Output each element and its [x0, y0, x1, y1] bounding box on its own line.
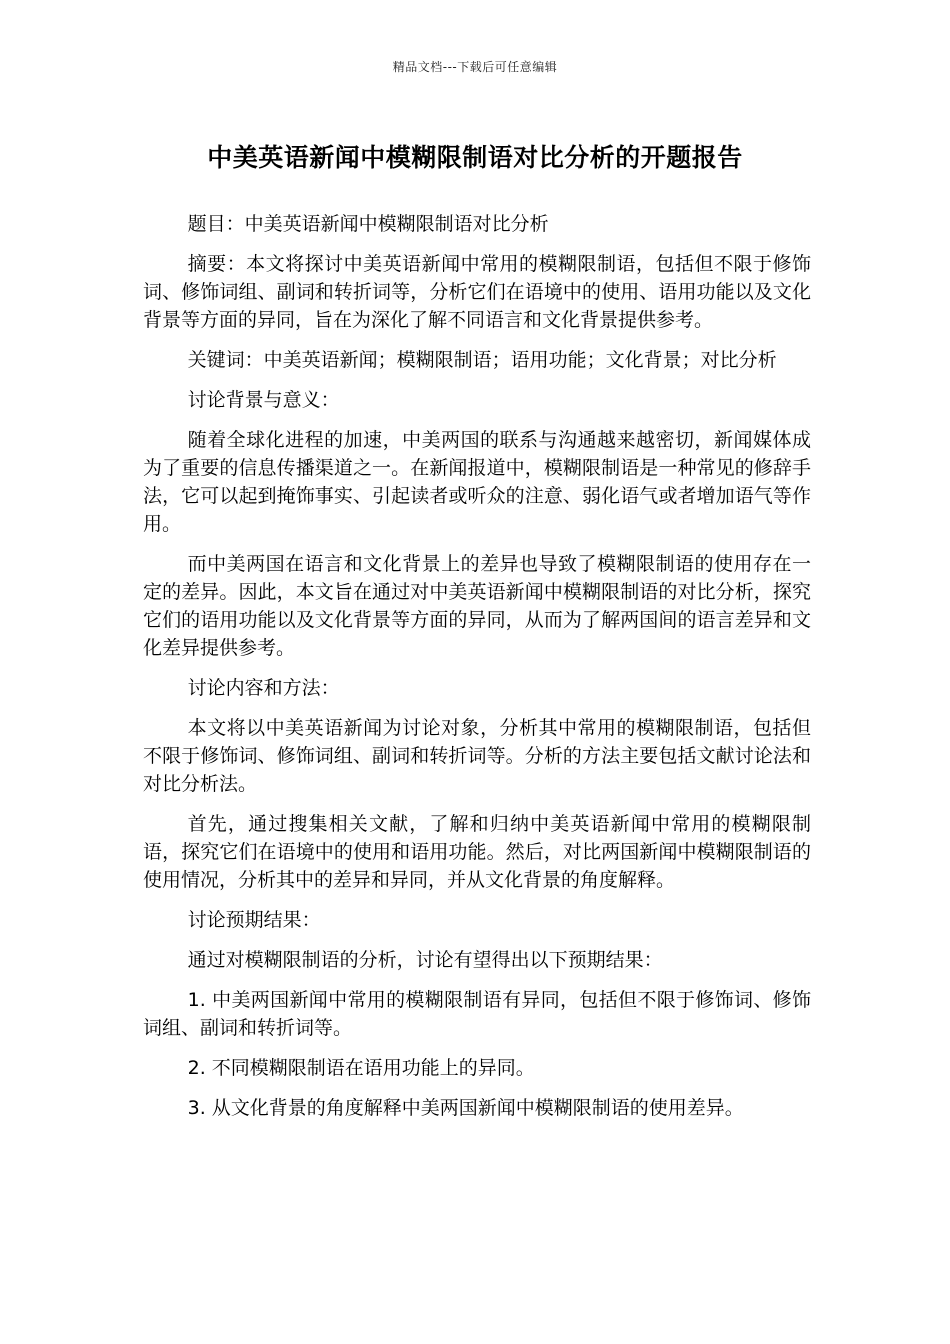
content-paragraph-1: 本文将以中美英语新闻为讨论对象，分析其中常用的模糊限制语，包括但不限于修饰词、修饰词组、副词和转折词等。分析的方法主要包括文献讨论法和对比分析法。: [143, 717, 811, 795]
expected-result-item-3: 3. 从文化背景的角度解释中美两国新闻中模糊限制语的使用差异。: [187, 1097, 744, 1119]
header-note: 精品文档---下载后可任意编辑: [392, 60, 558, 74]
keywords-paragraph: 关键词：中美英语新闻；模糊限制语；语用功能；文化背景；对比分析: [187, 349, 777, 371]
section-heading-background: 讨论背景与意义：: [187, 389, 340, 411]
abstract-paragraph: 摘要：本文将探讨中美英语新闻中常用的模糊限制语，包括但不限于修饰词、修饰词组、副词和转折词等，分析它们在语境中的使用、语用功能以及文化背景等方面的异同，旨在为深化了解不同语言和文化背景提供参考。: [143, 253, 811, 331]
section-heading-content-method: 讨论内容和方法：: [187, 677, 340, 699]
expected-result-item-2: 2. 不同模糊限制语在语用功能上的异同。: [187, 1057, 535, 1079]
document-title: 中美英语新闻中模糊限制语对比分析的开题报告: [207, 143, 743, 172]
background-paragraph-1: 随着全球化进程的加速，中美两国的联系与沟通越来越密切，新闻媒体成为了重要的信息传播渠道之一。在新闻报道中，模糊限制语是一种常见的修辞手法，它可以起到掩饰事实、引起读者或听众的注意、弱化语气或者增加语气等作用。: [143, 429, 811, 535]
background-paragraph-2: 而中美两国在语言和文化背景上的差异也导致了模糊限制语的使用存在一定的差异。因此，本文旨在通过对中美英语新闻中模糊限制语的对比分析，探究它们的语用功能以及文化背景等方面的异同，从而为了解两国间的语言差异和文化差异提供参考。: [143, 553, 811, 659]
section-heading-expected-results: 讨论预期结果：: [187, 909, 321, 931]
expected-result-item-1: 1. 中美两国新闻中常用的模糊限制语有异同，包括但不限于修饰词、修饰词组、副词和转折词等。: [143, 989, 811, 1039]
topic-paragraph: 题目：中美英语新闻中模糊限制语对比分析: [187, 213, 549, 235]
expected-results-intro: 通过对模糊限制语的分析，讨论有望得出以下预期结果：: [187, 949, 663, 971]
document-body: [143, 210, 811, 1134]
content-paragraph-2: 首先，通过搜集相关文献，了解和归纳中美英语新闻中常用的模糊限制语，探究它们在语境中的使用和语用功能。然后，对比两国新闻中模糊限制语的使用情况，分析其中的差异和异同，并从文化背景的角度解释。: [143, 813, 811, 891]
